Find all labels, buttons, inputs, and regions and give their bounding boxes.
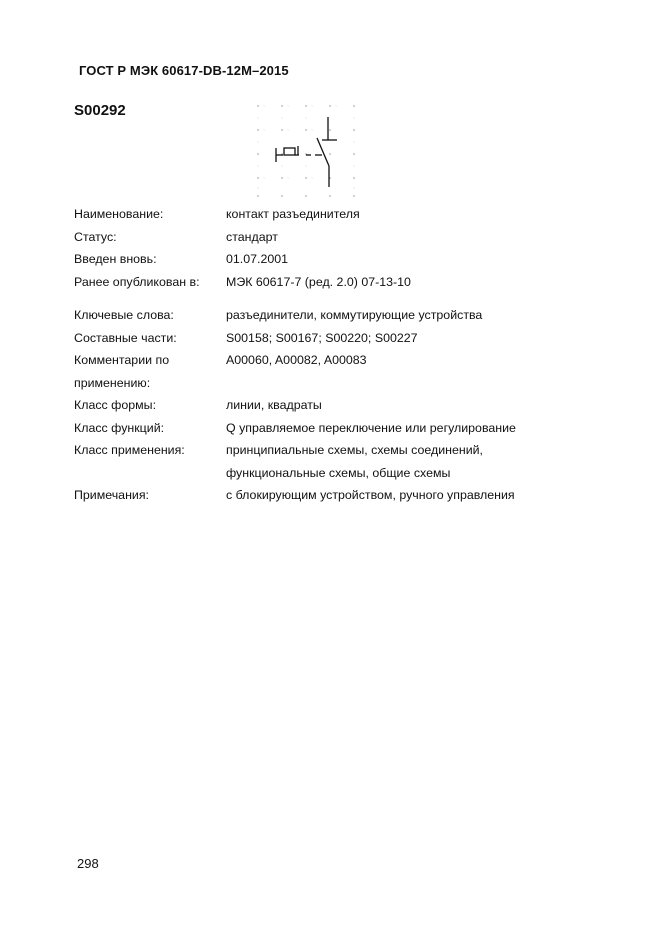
property-row-application-class-cont: [74, 462, 594, 485]
property-value: 01.07.2001: [226, 252, 289, 266]
page-number: 298: [77, 856, 99, 871]
property-row-introduced: [74, 248, 594, 271]
property-value: МЭК 60617-7 (ред. 2.0) 07-13-10: [226, 274, 411, 289]
property-value: с блокирующим устройством, ручного управления: [226, 488, 515, 502]
property-value: стандарт: [226, 229, 278, 244]
property-value: A00060, A00082, A00083: [226, 353, 367, 367]
symbol-strokes: [276, 117, 337, 187]
property-row-components: [74, 327, 594, 350]
property-row-name: [74, 203, 594, 226]
symbol-properties: [74, 203, 594, 507]
property-row-status: [74, 226, 594, 249]
property-row-application-notes: [74, 349, 594, 372]
property-label: Класс применения:: [74, 443, 185, 457]
property-row-application-class: [74, 439, 594, 462]
property-label: Ключевые слова:: [74, 308, 174, 322]
property-row-application-notes-cont: [74, 372, 594, 395]
property-value: Q управляемое переключение или регулирование: [226, 420, 516, 435]
property-value: S00158; S00167; S00220; S00227: [226, 330, 418, 345]
property-label: Комментарии по: [74, 353, 170, 367]
symbol-id: S00292: [74, 102, 126, 119]
property-label: Введен вновь:: [74, 252, 157, 266]
property-value: разъединители, коммутирующие устройства: [226, 308, 483, 322]
disconnector-symbol-icon: [252, 100, 362, 205]
property-value: линии, квадраты: [226, 398, 322, 412]
property-label: Класс формы:: [74, 398, 157, 412]
property-label: применению:: [74, 375, 151, 390]
property-label: Составные части:: [74, 330, 177, 345]
property-label: [74, 462, 226, 485]
document-standard-header: ГОСТ Р МЭК 60617-DB-12M–2015: [79, 63, 289, 78]
property-row-previously-published: [74, 271, 594, 294]
property-value: [226, 372, 594, 395]
property-value: функциональные схемы, общие схемы: [226, 465, 451, 480]
grid-dots: [257, 105, 355, 197]
disconnector-symbol-figure: [252, 100, 362, 205]
property-label: Статус:: [74, 229, 117, 244]
section-gap: [74, 293, 594, 304]
property-row-keywords: [74, 304, 594, 327]
property-label: Ранее опубликован в:: [74, 274, 200, 289]
property-row-notes: [74, 484, 594, 507]
property-row-function-class: [74, 417, 594, 440]
property-label: Класс функций:: [74, 420, 165, 435]
property-value: контакт разъединителя: [226, 207, 360, 221]
property-value: принципиальные схемы, схемы соединений,: [226, 443, 483, 457]
property-row-shape-class: [74, 394, 594, 417]
property-label: Примечания:: [74, 488, 149, 502]
property-label: Наименование:: [74, 207, 164, 221]
